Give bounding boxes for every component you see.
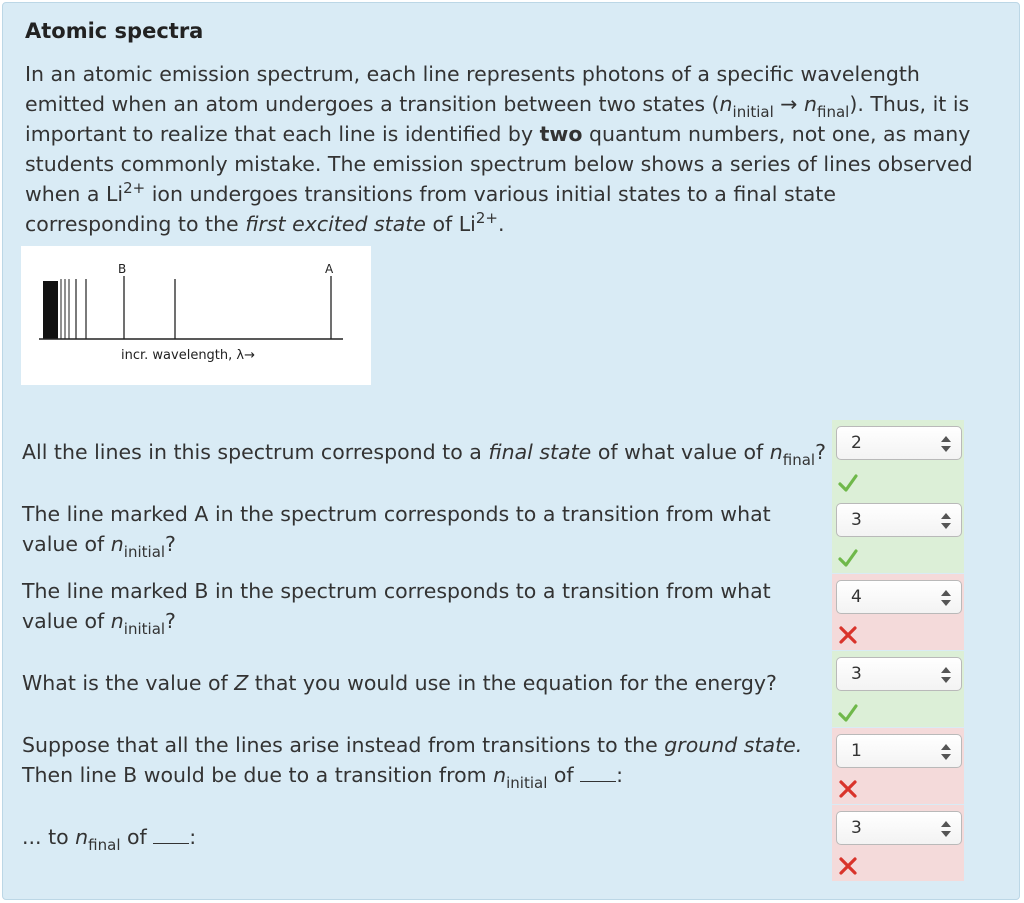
answer-select-z[interactable] bbox=[836, 657, 962, 691]
question-text: The line marked B in the spectrum corresponds to a transition from what value of bbox=[22, 579, 771, 633]
bold-two: two bbox=[539, 122, 583, 146]
label-a: A bbox=[325, 262, 334, 276]
up-down-arrows-icon bbox=[941, 513, 951, 529]
emission-spectrum-figure bbox=[21, 246, 371, 385]
answer-select-ground-final[interactable] bbox=[836, 811, 962, 845]
problem-title: Atomic spectra bbox=[25, 19, 204, 43]
up-down-arrows-icon bbox=[941, 744, 951, 760]
n-symbol: n bbox=[110, 609, 124, 633]
subscript: initial bbox=[506, 774, 548, 792]
question-text: : bbox=[616, 763, 624, 787]
n-symbol: n bbox=[75, 825, 89, 849]
question-ground-state-final bbox=[22, 822, 196, 852]
selected-value: 1 bbox=[851, 741, 862, 761]
question-text: : bbox=[189, 825, 197, 849]
question-text: Suppose that all the lines arise instead from transitions to the bbox=[22, 733, 665, 757]
blank-line bbox=[153, 823, 189, 844]
question-text: ? bbox=[815, 440, 826, 464]
check-icon bbox=[838, 548, 858, 568]
up-down-arrows-icon bbox=[941, 590, 951, 606]
question-text: Then line B would be due to a transition from bbox=[22, 763, 494, 787]
question-nfinal bbox=[22, 437, 826, 467]
emphasis-text: final state bbox=[488, 440, 592, 464]
subscript: final bbox=[782, 451, 816, 469]
charge-superscript: 2+ bbox=[475, 209, 498, 227]
question-text: ? bbox=[165, 609, 176, 633]
blank-line bbox=[580, 761, 616, 782]
question-text: of what value of bbox=[591, 440, 770, 464]
check-icon bbox=[838, 703, 858, 723]
selected-value: 3 bbox=[851, 664, 862, 684]
question-text: that you would use in the equation for the energy? bbox=[248, 671, 777, 695]
selected-value: 3 bbox=[851, 510, 862, 530]
answer-select-ground-initial[interactable] bbox=[836, 734, 962, 768]
n-symbol: n bbox=[493, 763, 507, 787]
z-symbol: Z bbox=[234, 671, 249, 695]
emphasis-text: ground state. bbox=[664, 733, 803, 757]
intro-text: quantum numbers, not one, as many students commonly mistake. The emission spectrum below shows a series of lines observed when a Li bbox=[25, 122, 973, 206]
question-text: The line marked A in the spectrum corresponds to a transition from what value of bbox=[22, 502, 771, 556]
label-b: B bbox=[118, 262, 127, 276]
cross-icon bbox=[838, 856, 858, 876]
answer-select-line-b[interactable] bbox=[836, 580, 962, 614]
cross-icon bbox=[838, 779, 858, 799]
answer-select-nfinal[interactable] bbox=[836, 426, 962, 460]
n-symbol: n bbox=[110, 532, 124, 556]
subscript: initial bbox=[732, 103, 774, 121]
up-down-arrows-icon bbox=[941, 436, 951, 452]
question-text: ... to bbox=[22, 825, 76, 849]
subscript: initial bbox=[123, 620, 166, 638]
arrow-text: → bbox=[773, 92, 804, 116]
intro-text: of Li bbox=[425, 212, 476, 236]
question-z-value bbox=[22, 668, 777, 698]
cross-icon bbox=[838, 625, 858, 645]
question-text: What is the value of bbox=[22, 671, 235, 695]
intro-text: In an atomic emission spectrum, each line represents photons of a specific wavelength emitted when an atom undergoes a transition between two states ( bbox=[25, 62, 920, 116]
n-symbol: n bbox=[719, 92, 733, 116]
question-ground-state-initial bbox=[22, 730, 822, 790]
answer-select-line-a[interactable] bbox=[836, 503, 962, 537]
selected-value: 4 bbox=[851, 587, 862, 607]
intro-text: . bbox=[497, 212, 505, 236]
intro-text: ). Thus, it is important to realize that each line is identified by bbox=[25, 92, 970, 146]
intro-text: ion undergoes transitions from various initial states to a final state corresponding to the bbox=[25, 182, 836, 236]
question-text: All the lines in this spectrum correspond to a bbox=[22, 440, 489, 464]
up-down-arrows-icon bbox=[941, 667, 951, 683]
wavelength-axis-label: incr. wavelength, λ→ bbox=[121, 348, 255, 363]
question-text: of bbox=[120, 825, 154, 849]
spectrum-svg bbox=[21, 246, 371, 385]
question-line-a bbox=[22, 499, 802, 559]
n-symbol: n bbox=[769, 440, 783, 464]
check-icon bbox=[838, 473, 858, 493]
n-symbol: n bbox=[804, 92, 817, 116]
up-down-arrows-icon bbox=[941, 821, 951, 837]
selected-value: 2 bbox=[851, 433, 862, 453]
question-line-b bbox=[22, 576, 802, 636]
first-excited-state-text: first excited state bbox=[245, 212, 426, 236]
question-text: ? bbox=[165, 532, 176, 556]
subscript: final bbox=[88, 836, 121, 854]
selected-value: 3 bbox=[851, 818, 862, 838]
subscript: final bbox=[817, 103, 850, 121]
spectrum-dense-block bbox=[43, 281, 58, 339]
question-text: of bbox=[547, 763, 581, 787]
intro-paragraph bbox=[25, 59, 985, 239]
charge-superscript: 2+ bbox=[123, 179, 146, 197]
subscript: initial bbox=[123, 543, 166, 561]
